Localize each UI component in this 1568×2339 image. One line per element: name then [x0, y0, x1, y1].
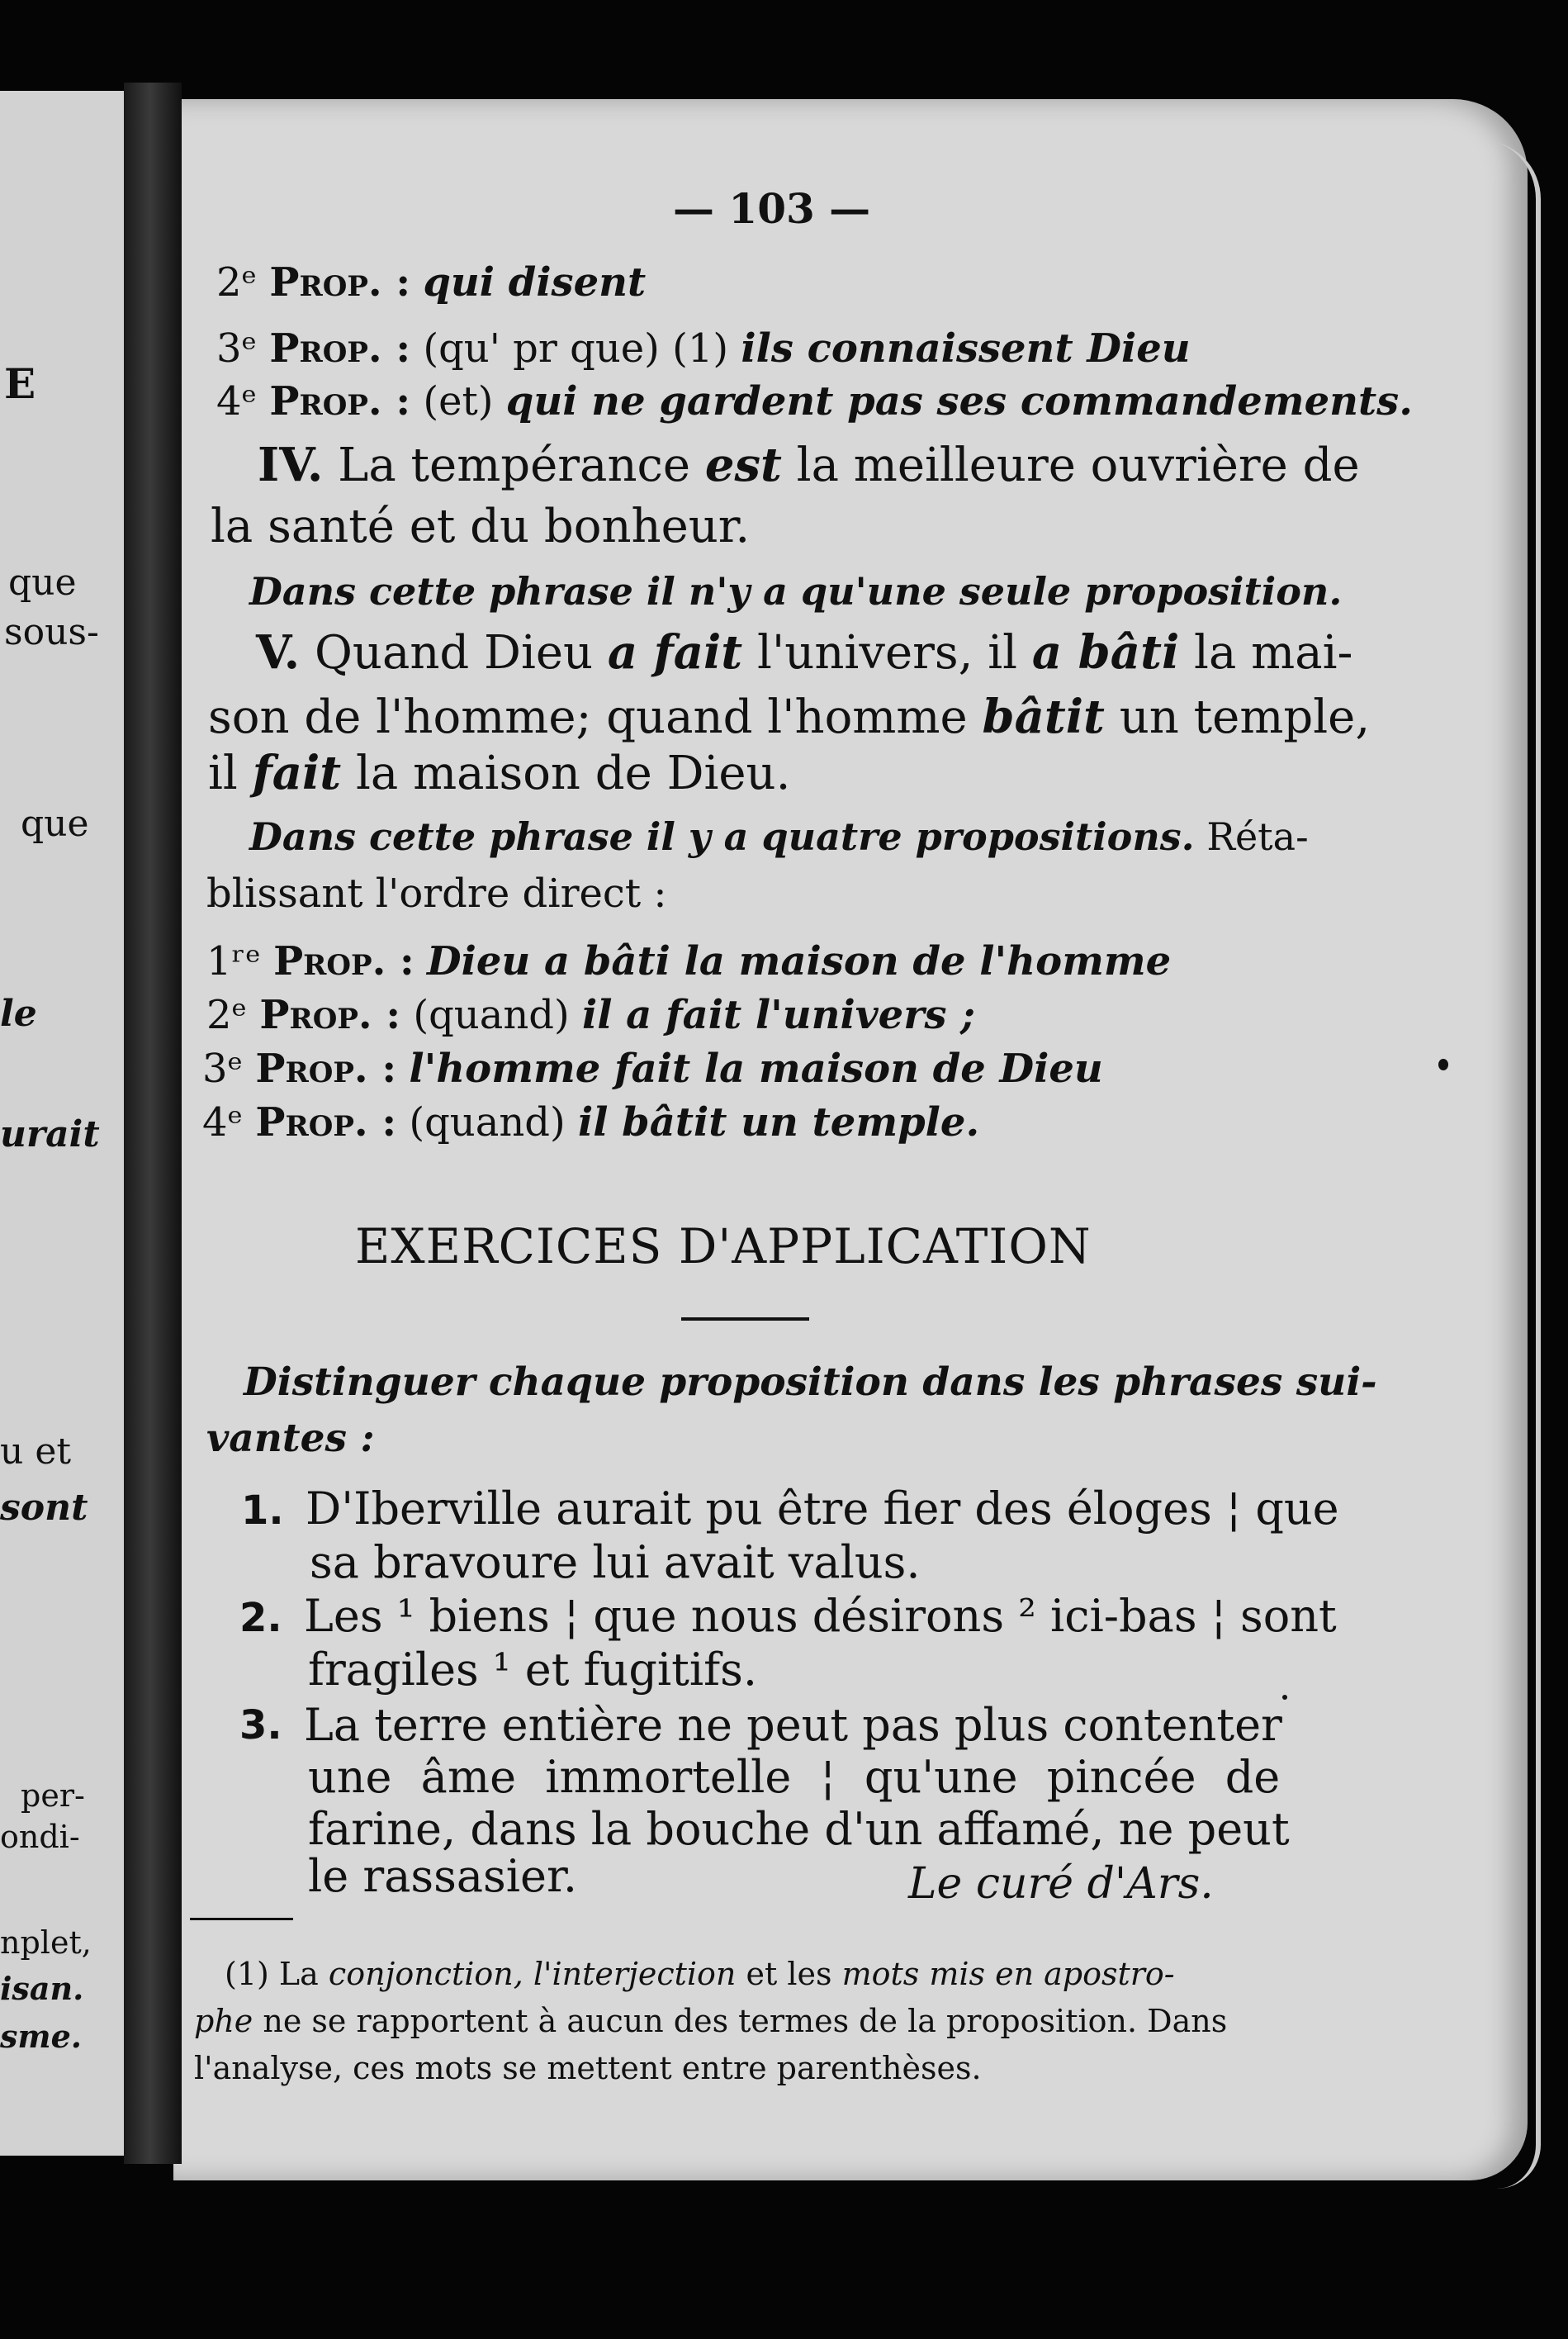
left-fragment: nplet, — [0, 1924, 92, 1961]
footnote-line: l'analyse, ces mots se mettent entre parenthèses. — [194, 2050, 982, 2086]
page-number: — 103 — — [673, 184, 871, 233]
proposition-line: 4ᵉ Prop. : (et) qui ne gardent pas ses commandements. — [216, 378, 1413, 425]
exercise-line: le rassasier. — [308, 1850, 578, 1902]
left-fragment: sous- — [4, 611, 99, 653]
left-fragment: E — [4, 359, 36, 408]
page-edge — [1482, 140, 1541, 2189]
left-fragment: sont — [0, 1487, 88, 1529]
instruction-line: vantes : — [206, 1416, 375, 1461]
section-iv-line: IV. La tempérance est la meilleure ouvrière de — [258, 438, 1360, 492]
left-fragment: le — [0, 993, 37, 1035]
instruction-line: Distinguer chaque proposition dans les phrases sui- — [244, 1359, 1377, 1405]
proposition-line: 3ᵉ Prop. : (qu' pr que) (1) ils connaissent Dieu — [216, 325, 1191, 372]
exercise-line: Les ¹ biens ¦ que nous désirons ² ici-bas ¦ sont — [304, 1590, 1337, 1642]
exercise-line: La terre entière ne peut pas plus contenter — [304, 1699, 1282, 1751]
book-spine — [124, 83, 182, 2164]
left-fragment: ondi- — [0, 1819, 80, 1855]
exercise-line: une âme immortelle ¦ qu'une pincée de — [308, 1751, 1281, 1803]
left-fragment: urait — [0, 1113, 100, 1155]
left-fragment: isan. — [0, 1970, 84, 2007]
footnote-line: (1) La conjonction, l'interjection et les mots mis en apostro- — [225, 1956, 1175, 1992]
heading-rule — [681, 1317, 809, 1321]
exercise-line: sa bravoure lui avait valus. — [310, 1536, 921, 1588]
scan-speck — [1438, 1059, 1448, 1070]
proposition-line: 2ᵉ Prop. : qui disent — [216, 259, 647, 306]
left-fragment: sme. — [0, 2018, 83, 2055]
proposition-line: 3ᵉ Prop. : l'homme fait la maison de Dieu — [202, 1046, 1103, 1092]
exercise-number: 3. — [239, 1702, 282, 1748]
footnote-rule — [190, 1918, 293, 1920]
scan-speck — [1282, 1695, 1287, 1700]
left-fragment: que — [8, 562, 77, 604]
left-fragment: per- — [21, 1777, 85, 1814]
proposition-line: 1ʳᵉ Prop. : Dieu a bâti la maison de l'homme — [206, 938, 1172, 984]
exercise-number: 1. — [241, 1487, 284, 1534]
exercise-line: D'Iberville aurait pu être fier des éloges ¦ que — [306, 1483, 1339, 1535]
section-v-line: il fait la maison de Dieu. — [208, 746, 791, 800]
exercise-number: 2. — [239, 1595, 282, 1641]
section-v-note: blissant l'ordre direct : — [206, 871, 667, 917]
section-v-line: son de l'homme; quand l'homme bâtit un temple, — [208, 690, 1371, 744]
left-fragment: que — [21, 803, 89, 845]
section-v-note: Dans cette phrase il y a quatre propositions. Réta- — [249, 814, 1309, 859]
exercise-line: farine, dans la bouche d'un affamé, ne peut — [308, 1803, 1290, 1855]
section-v-line: V. Quand Dieu a fait l'univers, il a bâti la mai- — [256, 625, 1353, 680]
left-fragment: u et — [0, 1430, 72, 1473]
proposition-line: 4ᵉ Prop. : (quand) il bâtit un temple. — [202, 1099, 980, 1146]
exercise-heading: EXERCICES D'APPLICATION — [355, 1218, 1092, 1274]
section-iv-line: la santé et du bonheur. — [211, 500, 751, 553]
attribution: Le curé d'Ars. — [908, 1859, 1214, 1909]
footnote-line: phe ne se rapportent à aucun des termes de la proposition. Dans — [194, 2003, 1228, 2039]
proposition-line: 2ᵉ Prop. : (quand) il a fait l'univers ; — [206, 992, 975, 1038]
section-iv-note: Dans cette phrase il n'y a qu'une seule proposition. — [249, 569, 1343, 614]
exercise-line: fragiles ¹ et fugitifs. — [308, 1644, 758, 1696]
